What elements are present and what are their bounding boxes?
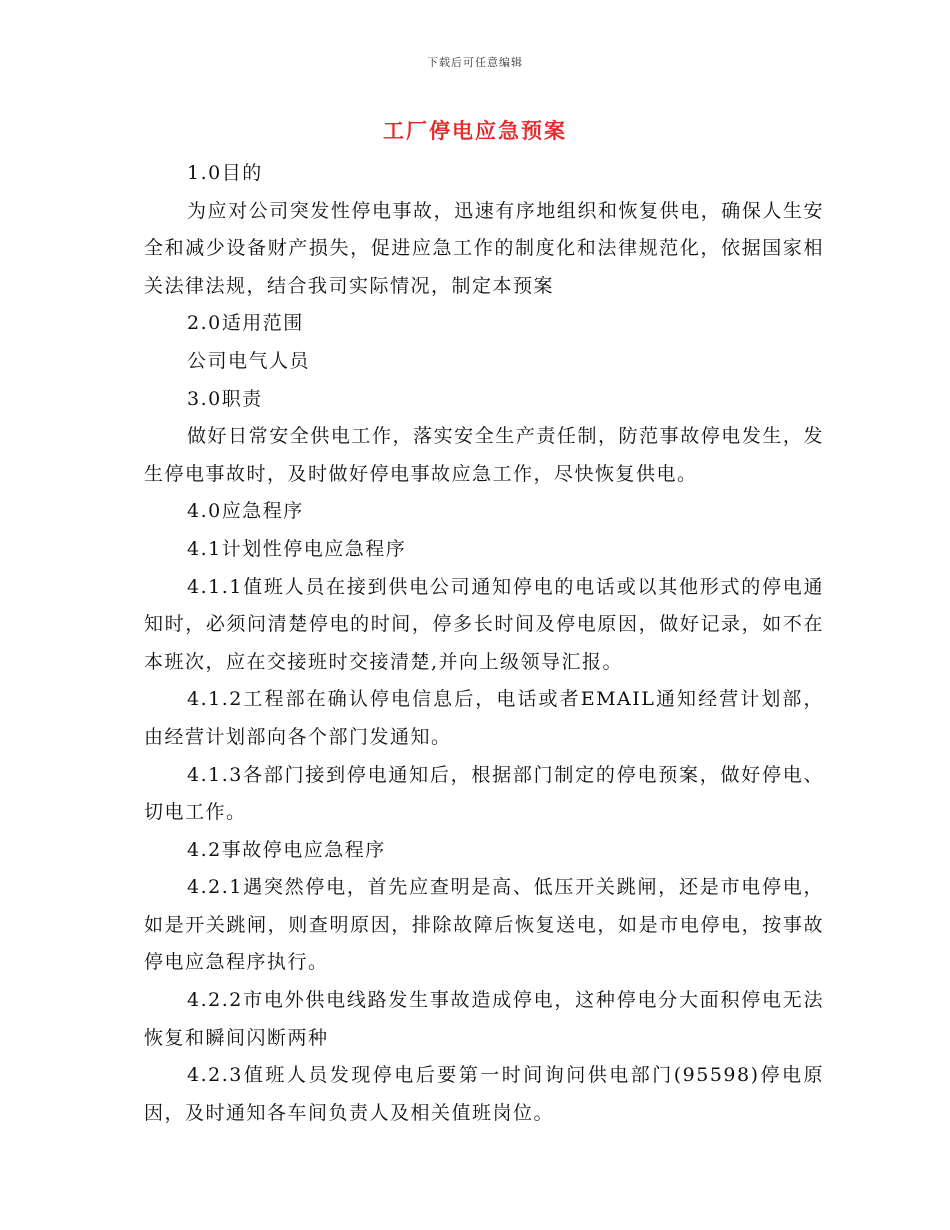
header-note: 下载后可任意编辑 xyxy=(427,56,523,69)
paragraph-4-2-2: 4.2.2市电外供电线路发生事故造成停电，这种停电分大面积停电无法恢复和瞬间闪断两种 xyxy=(144,989,824,1049)
paragraph-4-2-3: 4.2.3值班人员发现停电后要第一时间询问供电部门(95598)停电原因，及时通知各车间负责人及相关值班岗位。 xyxy=(144,1064,824,1124)
subsection-heading-planned-outage: 4.1计划性停电应急程序 xyxy=(187,537,407,560)
paragraph-4-2-1: 4.2.1遇突然停电，首先应查明是高、低压开关跳闸，还是市电停电，如是开关跳闸，则查明原因，排除故障后恢复送电，如是市电停电，按事故停电应急程序执行。 xyxy=(144,876,824,974)
paragraph-4-1-1: 4.1.1值班人员在接到供电公司通知停电的电话或以其他形式的停电通知时，必须问清楚停电的时间，停多长时间及停电原因，做好记录，如不在本班次，应在交接班时交接清楚,并向上级领导汇报。 xyxy=(144,575,824,673)
paragraph-4-1-3: 4.1.3各部门接到停电通知后，根据部门制定的停电预案，做好停电、切电工作。 xyxy=(144,763,824,824)
paragraph-4-1-2: 4.1.2工程部在确认停电信息后，电话或者EMAIL通知经营计划部，由经营计划部向各个部门发通知。 xyxy=(144,688,824,748)
section-heading-purpose: 1.0目的 xyxy=(187,162,263,184)
section-heading-scope: 2.0适用范围 xyxy=(187,312,304,335)
document-title: 工厂停电应急预案 xyxy=(383,118,567,143)
section-heading-duties: 3.0职责 xyxy=(187,387,263,410)
paragraph-purpose: 为应对公司突发性停电事故，迅速有序地组织和恢复供电，确保人生安全和减少设备财产损失，促进应急工作的制度化和法律规范化，依据国家相关法律法规，结合我司实际情况，制定本预案 xyxy=(144,199,824,297)
section-heading-procedure: 4.0应急程序 xyxy=(187,500,304,523)
document-body xyxy=(144,155,824,1132)
paragraph-duties: 做好日常安全供电工作，落实安全生产责任制，防范事故停电发生，发生停电事故时，及时做好停电事故应急工作，尽快恢复供电。 xyxy=(144,425,824,485)
paragraph-scope: 公司电气人员 xyxy=(187,349,311,372)
subsection-heading-accident-outage: 4.2事故停电应急程序 xyxy=(187,838,386,861)
